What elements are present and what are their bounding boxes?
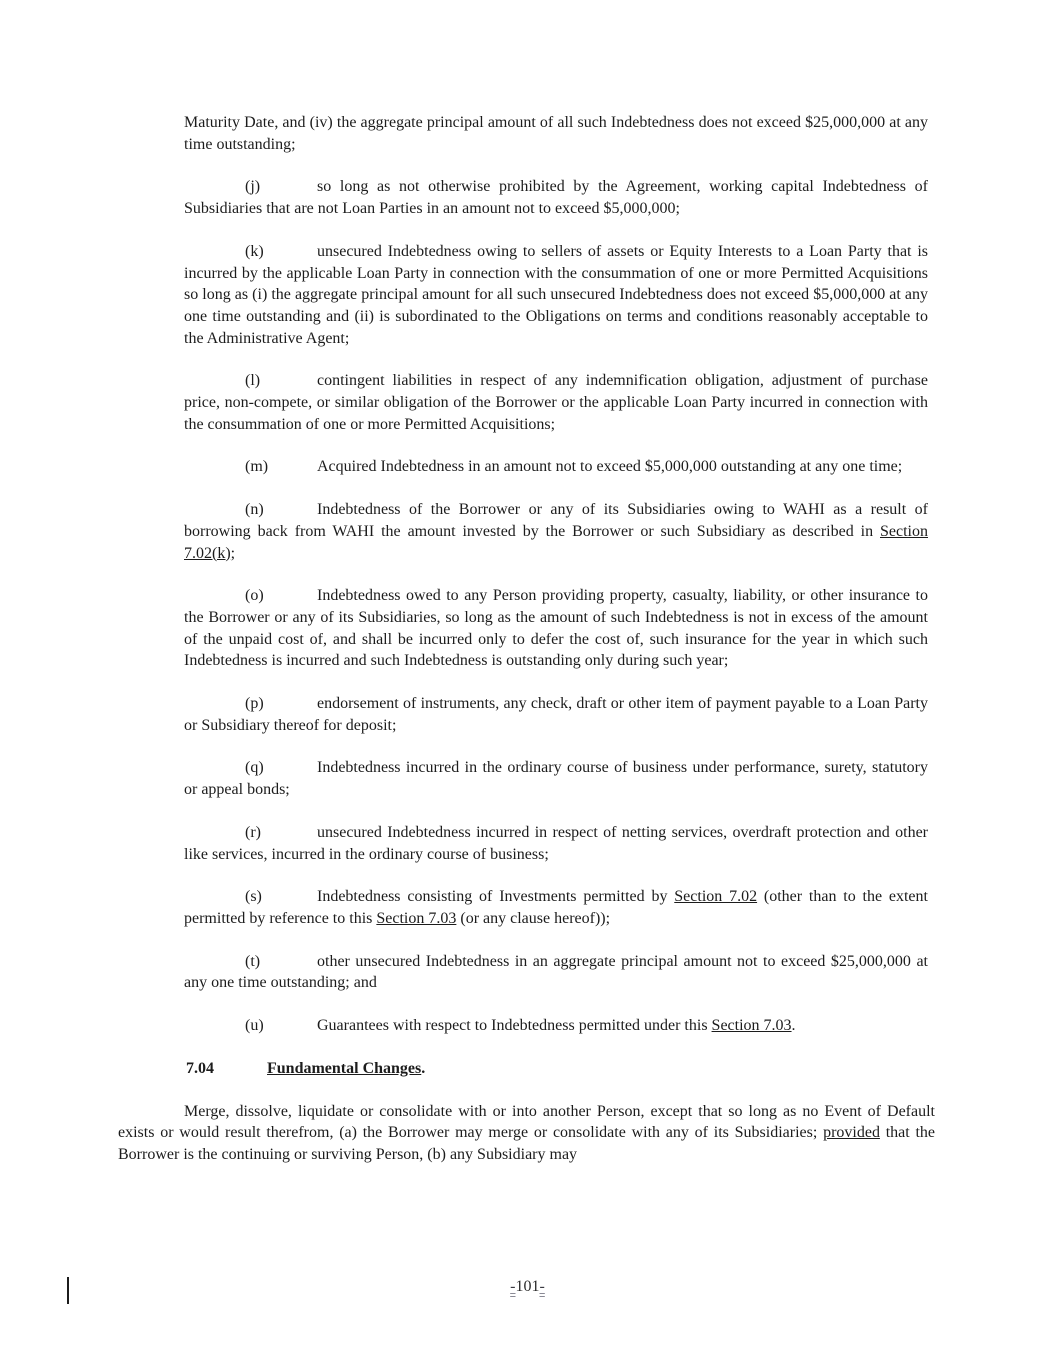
section-title: Fundamental Changes (267, 1059, 422, 1077)
underlined-text: Section 7.03 (376, 909, 457, 927)
continued-paragraph: Maturity Date, and (iv) the aggregate principal amount of all such Indebtedness does not exceed $25,000,000 at any time outstanding; (184, 114, 928, 153)
text-segment: that the Borrower is the continuing or surviving Person, (b) any Subsidiary may (118, 1124, 935, 1163)
text-segment: Indebtedness of the Borrower or any of its Subsidiaries owing to WAHI as a result of borrowing back from WAHI the amount invested by the Borrower or such Subsidiary as described in (184, 501, 928, 540)
text-segment: Acquired Indebtedness in an amount not to exceed $5,000,000 outstanding at any one time; (317, 458, 903, 476)
text-segment: ; (230, 544, 236, 562)
clause-label: (t) (245, 952, 261, 970)
clause-label: (o) (245, 587, 264, 605)
clause-label: (s) (245, 888, 262, 906)
underlined-text: Section 7.02(k) (184, 522, 928, 562)
clause-paragraph (184, 241, 928, 350)
text-segment: unsecured Indebtedness incurred in respect of netting services, overdraft protection and other like services, incurred in the ordinary course of business; (184, 823, 928, 863)
section-heading-period: . (421, 1059, 426, 1077)
page-footer (0, 1278, 1055, 1296)
clause-label: (p) (245, 695, 264, 713)
clause-label: (m) (245, 458, 269, 476)
text-segment: Merge, dissolve, liquidate or consolidate with or into another Person, except that so long as no Event of Default exists or would result therefrom, (a) the Borrower may merge or consolidate with any of its Subsidiaries; (118, 1102, 935, 1142)
clause-list (118, 176, 935, 1036)
text-segment: unsecured Indebtedness owing to sellers of assets or Equity Interests to a Loan Party that is incurred by the applicable Loan Party in connection with the consummation of one or more Permitted Acquisitions so long as (i) the aggregate principal amount for all such unsecured Indebtedness does not exceed $5,000,000 at any one time outstanding and (ii) is subordinated to the Obligations on terms and conditions reasonably acceptable to the Administrative Agent; (184, 242, 928, 347)
section-number: 7.04 (186, 1059, 214, 1077)
underlined-text: Section 7.03 (711, 1017, 792, 1035)
text-segment: so long as not otherwise prohibited by the Agreement, working capital Indebtedness of Subsidiaries that are not Loan Parties in an amount not to exceed $5,000,000; (184, 178, 928, 218)
text-segment: Indebtedness owed to any Person providing property, casualty, liability, or other insurance to the Borrower or any of its Subsidiaries, so long as the amount of such Indebtedness is not in excess of the amount of the unpaid cost of, and shall be incurred only to defer the cost of, such insurance for the year in which such Indebtedness is incurred and such Indebtedness is outstanding only during such year; (184, 587, 928, 670)
underlined-text: provided (823, 1124, 880, 1142)
page-number-right-dash: - (539, 1278, 545, 1295)
clause-label: (j) (245, 178, 261, 196)
clause-label: (r) (245, 823, 261, 841)
text-segment: other unsecured Indebtedness in an aggregate principal amount not to exceed $25,000,000 at any one time outstanding; and (184, 952, 928, 992)
underlined-text: Section 7.02 (674, 888, 758, 906)
clause-label: (n) (245, 501, 264, 519)
text-segment: Guarantees with respect to Indebtedness permitted under this (317, 1017, 712, 1035)
clause-text (317, 458, 902, 475)
text-segment: Indebtedness incurred in the ordinary course of business under performance, surety, statutory or appeal bonds; (184, 759, 928, 799)
clause-paragraph (184, 886, 928, 929)
closing-paragraph (118, 1101, 935, 1166)
text-segment: contingent liabilities in respect of any indemnification obligation, adjustment of purchase price, non-compete, or similar obligation of the Borrower or the applicable Loan Party incurred in connection with the consummation of one or more Permitted Acquisitions; (184, 372, 928, 433)
text-segment: (or any clause hereof)); (456, 909, 611, 927)
clause-paragraph (184, 822, 928, 865)
clause-paragraph (184, 693, 928, 736)
clause-label: (l) (245, 372, 261, 390)
clause-paragraph (184, 499, 928, 564)
clause-label: (q) (245, 759, 264, 777)
clause-paragraph (184, 757, 928, 800)
clause-paragraph (184, 370, 928, 435)
clause-label: (u) (245, 1017, 264, 1035)
section-heading (186, 1058, 935, 1080)
page-content (118, 112, 935, 1166)
clause-paragraph (184, 951, 928, 994)
text-segment: Indebtedness consisting of Investments permitted by (317, 888, 675, 906)
page-number-left-dash: - (510, 1278, 516, 1295)
text-segment: (other than to the extent permitted by reference to this (184, 888, 928, 927)
clause-paragraph (184, 176, 928, 219)
text-segment: . (791, 1017, 796, 1035)
text-segment: endorsement of instruments, any check, draft or other item of payment payable to a Loan Party or Subsidiary thereof for deposit; (184, 695, 928, 734)
clause-paragraph (184, 1015, 928, 1037)
clause-text (317, 1017, 796, 1034)
page-number: 101 (515, 1278, 540, 1295)
clause-paragraph (184, 456, 928, 478)
clause-paragraph (184, 585, 928, 672)
clause-label: (k) (245, 242, 264, 260)
